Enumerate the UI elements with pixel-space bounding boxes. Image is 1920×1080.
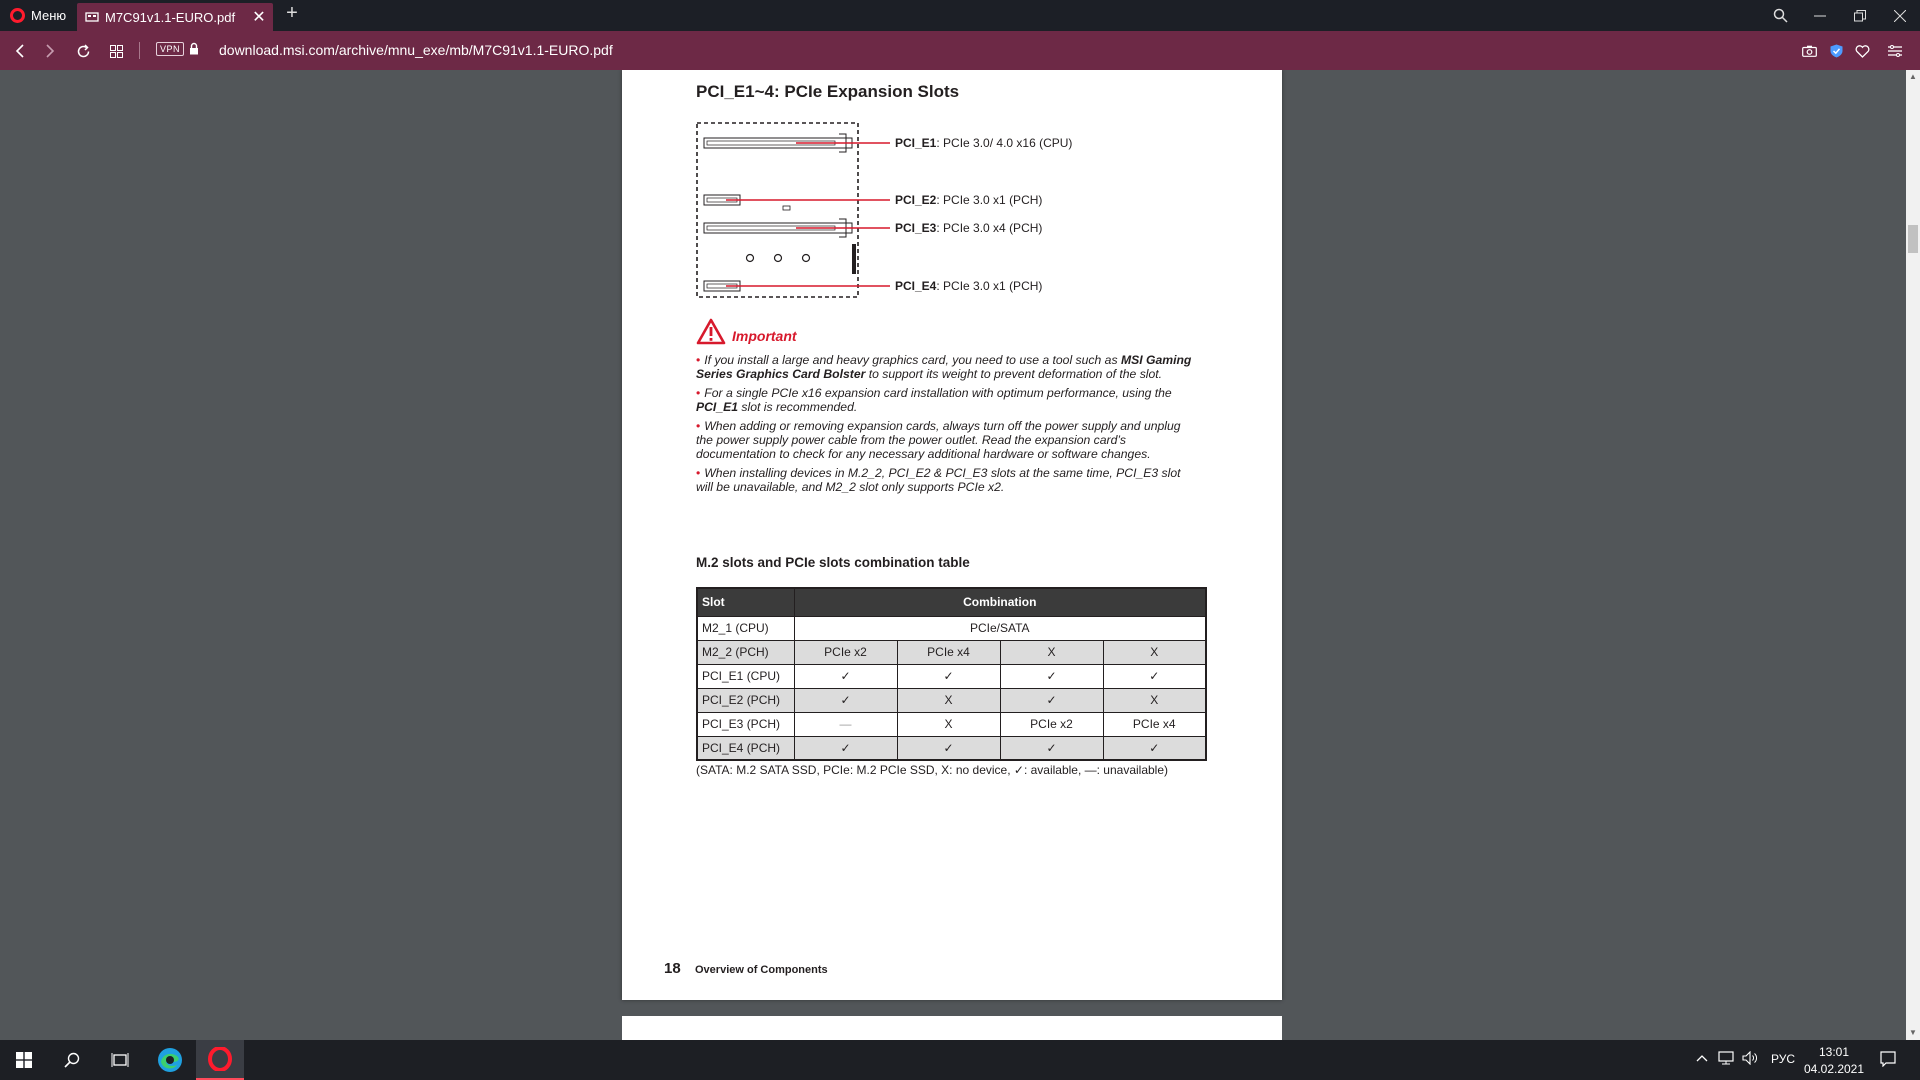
speed-dial-icon[interactable] xyxy=(104,39,128,63)
note-item xyxy=(696,466,1200,494)
slot-name: PCI_E4 xyxy=(895,279,937,293)
note-emphasis: MSI Gaming Series Graphics Card Bolster xyxy=(696,353,1192,381)
table-row xyxy=(697,736,1206,760)
clock-time: 13:01 xyxy=(1818,1045,1850,1059)
slot-name: PCI_E1 xyxy=(895,136,937,150)
network-icon[interactable] xyxy=(1718,1051,1734,1068)
combination-table xyxy=(696,587,1207,761)
slot-desc: : PCIe 3.0/ 4.0 x16 (CPU) xyxy=(936,136,1073,150)
pdf-file-icon xyxy=(85,11,99,23)
value-cell: ✓ xyxy=(794,736,897,760)
camera-icon[interactable] xyxy=(1798,40,1820,62)
address-divider xyxy=(139,42,140,59)
search-icon[interactable] xyxy=(1760,0,1800,31)
vpn-badge[interactable]: VPN xyxy=(156,42,184,56)
restore-button[interactable] xyxy=(1840,0,1880,31)
value-cell: X xyxy=(1000,640,1103,664)
header-combination: Combination xyxy=(794,588,1206,616)
volume-icon[interactable] xyxy=(1742,1051,1758,1068)
bullet-icon: • xyxy=(696,419,701,433)
value-cell: PCIe x4 xyxy=(897,640,1000,664)
table-title: M.2 slots and PCIe slots combination table xyxy=(696,555,970,570)
pdf-page xyxy=(622,70,1282,1000)
slot-cell: PCI_E2 (PCH) xyxy=(697,688,794,712)
clock[interactable] xyxy=(1800,1044,1868,1078)
new-tab-button[interactable]: + xyxy=(286,2,298,24)
notifications-icon[interactable] xyxy=(1880,1051,1896,1070)
vertical-scrollbar[interactable] xyxy=(1906,70,1920,1040)
adblock-shield-icon[interactable] xyxy=(1825,40,1847,62)
note-text: When installing devices in M.2_2, PCI_E2 & PCI_E3 slots at the same time, PCI_E3 slot will be unavailable, and M2_2 slot only supports PCIe x2. xyxy=(696,466,1181,494)
tab-pdf[interactable] xyxy=(77,3,273,31)
clock-date: 04.02.2021 xyxy=(1803,1062,1865,1076)
value-cell: ✓ xyxy=(1103,664,1206,688)
header-slot: Slot xyxy=(697,588,794,616)
address-bar xyxy=(0,31,1920,70)
note-text: slot is recommended. xyxy=(738,400,858,414)
slot-cell: M2_2 (PCH) xyxy=(697,640,794,664)
heart-icon[interactable] xyxy=(1851,40,1873,62)
close-tab-icon[interactable]: ✕ xyxy=(252,9,266,26)
tab-bar xyxy=(0,0,1920,31)
note-text: to support its weight to prevent deformation of the slot. xyxy=(865,367,1163,381)
value-cell: ✓ xyxy=(794,664,897,688)
table-legend-note: (SATA: M.2 SATA SSD, PCIe: M.2 PCIe SSD, X: no device, ✓: available, —: unavailable) xyxy=(696,763,1169,777)
slot-cell: PCI_E4 (PCH) xyxy=(697,736,794,760)
slot-cell: PCI_E1 (CPU) xyxy=(697,664,794,688)
value-cell: ✓ xyxy=(1000,736,1103,760)
value-cell: X xyxy=(1103,640,1206,664)
slot-cell: PCI_E3 (PCH) xyxy=(697,712,794,736)
table-row xyxy=(697,616,1206,640)
note-text: For a single PCIe x16 expansion card installation with optimum performance, using the xyxy=(704,386,1172,400)
pdf-viewer[interactable] xyxy=(0,70,1920,1040)
important-heading xyxy=(696,318,797,345)
slot-name: PCI_E3 xyxy=(895,221,937,235)
easy-setup-icon[interactable] xyxy=(1884,40,1906,62)
table-row xyxy=(697,712,1206,736)
pcie-slot-diagram xyxy=(696,122,1116,302)
bullet-icon: • xyxy=(696,353,701,367)
warning-icon xyxy=(696,318,726,345)
value-cell: X xyxy=(1103,688,1206,712)
forward-icon[interactable] xyxy=(38,39,62,63)
search-icon[interactable] xyxy=(48,1040,96,1080)
page-footer-section: Overview of Components xyxy=(695,964,828,976)
scroll-thumb[interactable] xyxy=(1908,225,1918,253)
minimize-button[interactable] xyxy=(1800,0,1840,31)
table-row xyxy=(697,640,1206,664)
windows-start-icon[interactable] xyxy=(0,1040,48,1080)
value-cell: X xyxy=(897,688,1000,712)
slot-desc: : PCIe 3.0 x4 (PCH) xyxy=(936,221,1043,235)
note-item xyxy=(696,353,1200,381)
close-window-button[interactable] xyxy=(1880,0,1920,31)
table-row xyxy=(697,688,1206,712)
value-cell: PCIe x4 xyxy=(1103,712,1206,736)
slot-name: PCI_E2 xyxy=(895,193,937,207)
value-cell: PCIe x2 xyxy=(1000,712,1103,736)
important-title: Important xyxy=(732,327,797,344)
slot-desc: : PCIe 3.0 x1 (PCH) xyxy=(936,193,1043,207)
next-pdf-page xyxy=(622,1016,1282,1040)
note-emphasis: PCI_E1 xyxy=(696,400,739,414)
table-row xyxy=(697,664,1206,688)
menu-label: Меню xyxy=(31,8,67,23)
slot-desc: : PCIe 3.0 x1 (PCH) xyxy=(936,279,1043,293)
value-cell: X xyxy=(897,712,1000,736)
value-cell: — xyxy=(794,712,897,736)
slot-label-pci-e1 xyxy=(895,136,1072,150)
section-title: PCI_E1~4: PCIe Expansion Slots xyxy=(696,82,960,101)
value-cell: ✓ xyxy=(794,688,897,712)
page-number: 18 xyxy=(664,960,681,977)
bullet-icon: • xyxy=(696,466,701,480)
reload-icon[interactable] xyxy=(71,39,95,63)
language-indicator[interactable]: РУС xyxy=(1771,1052,1796,1066)
chevron-up-icon[interactable] xyxy=(1696,1051,1708,1065)
tab-title: M7C91v1.1-EURO.pdf xyxy=(105,9,236,25)
table-header-row xyxy=(697,588,1206,616)
back-icon[interactable] xyxy=(8,39,32,63)
note-text: If you install a large and heavy graphics card, you need to use a tool such as xyxy=(704,353,1121,367)
scroll-up-icon[interactable]: ▲ xyxy=(1909,72,1917,81)
opera-menu-button[interactable] xyxy=(0,0,74,31)
value-cell: ✓ xyxy=(1000,688,1103,712)
note-item xyxy=(696,386,1200,414)
windows-taskbar xyxy=(0,1040,1920,1080)
slot-label-pci-e2 xyxy=(895,193,1042,207)
edge-icon[interactable] xyxy=(146,1040,194,1080)
note-item xyxy=(696,419,1200,461)
bullet-icon: • xyxy=(696,386,701,400)
value-cell: ✓ xyxy=(897,736,1000,760)
url-field[interactable]: download.msi.com/archive/mnu_exe/mb/M7C91v1.1-EURO.pdf xyxy=(219,42,613,58)
slot-cell: M2_1 (CPU) xyxy=(697,616,794,640)
slot-label-pci-e4 xyxy=(895,279,1042,293)
lock-icon[interactable] xyxy=(189,42,199,55)
slot-label-pci-e3 xyxy=(895,221,1042,235)
note-text: When adding or removing expansion cards, always turn off the power supply and unplug the power supply power cable from the power outlet. Read the expansion card’s documentation to check for any necessary additional hardware or software changes. xyxy=(696,419,1181,461)
value-cell: ✓ xyxy=(1000,664,1103,688)
important-notes xyxy=(696,353,1200,499)
value-cell: PCIe/SATA xyxy=(794,616,1206,640)
value-cell: ✓ xyxy=(1103,736,1206,760)
opera-taskbar-icon[interactable] xyxy=(196,1040,244,1080)
opera-logo-icon xyxy=(10,8,25,23)
scroll-down-icon[interactable]: ▼ xyxy=(1909,1028,1917,1037)
value-cell: ✓ xyxy=(897,664,1000,688)
value-cell: PCIe x2 xyxy=(794,640,897,664)
task-view-icon[interactable] xyxy=(96,1040,144,1080)
